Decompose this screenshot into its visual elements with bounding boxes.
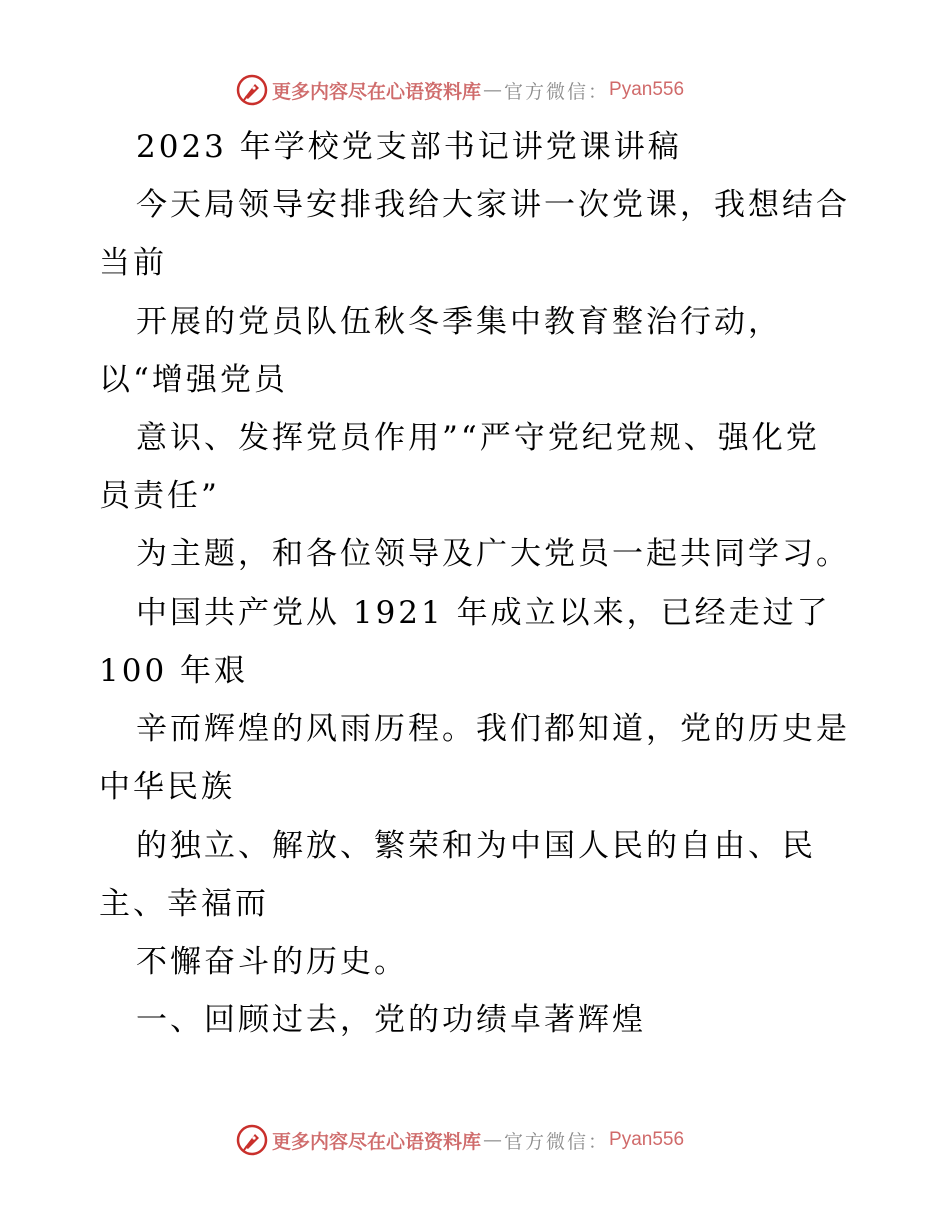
paragraph-line: 今天局领导安排我给大家讲一次党课，我想结合	[136, 187, 850, 223]
paragraph-line: 意识、发挥党员作用”“严守党纪党规、强化党	[136, 420, 820, 456]
paragraph-line: 100 年艰	[99, 653, 249, 689]
paragraph-line: 的独立、解放、繁荣和为中国人民的自由、民	[136, 828, 816, 864]
pen-nib-logo-icon	[236, 1124, 268, 1156]
watermark-wechat-id: Pyan556	[609, 1129, 685, 1150]
watermark-site-text: 更多内容尽在心语资料库	[272, 1130, 482, 1153]
paragraph-line: 员责任”	[99, 478, 220, 514]
watermark-wechat-label: 官方微信：	[504, 80, 610, 103]
footer-watermark	[236, 1122, 684, 1158]
document-title: 2023 年学校党支部书记讲党课讲稿	[136, 129, 682, 165]
paragraph-line: 中华民族	[99, 769, 235, 805]
watermark-site-text: 更多内容尽在心语资料库	[272, 80, 482, 103]
watermark-wechat-label: 官方微信：	[504, 1130, 610, 1153]
paragraph-line: 中国共产党从 1921 年成立以来，已经走过了	[136, 595, 831, 631]
paragraph-line: 主、幸福而	[99, 886, 269, 922]
watermark-wechat-id: Pyan556	[609, 79, 685, 100]
watermark-separator: —	[483, 79, 503, 101]
header-watermark	[236, 72, 684, 108]
section-heading: 一、回顾过去，党的功绩卓著辉煌	[136, 1002, 646, 1038]
paragraph-line: 当前	[99, 245, 167, 281]
paragraph-line: 以“增强党员	[99, 362, 288, 398]
watermark-separator: —	[483, 1129, 503, 1151]
paragraph-line: 辛而辉煌的风雨历程。我们都知道，党的历史是	[136, 711, 850, 747]
paragraph-line: 不懈奋斗的历史。	[136, 944, 408, 980]
paragraph-line: 为主题，和各位领导及广大党员一起共同学习。	[136, 536, 850, 572]
pen-nib-logo-icon	[236, 74, 268, 106]
paragraph-line: 开展的党员队伍秋冬季集中教育整治行动，	[136, 304, 782, 340]
